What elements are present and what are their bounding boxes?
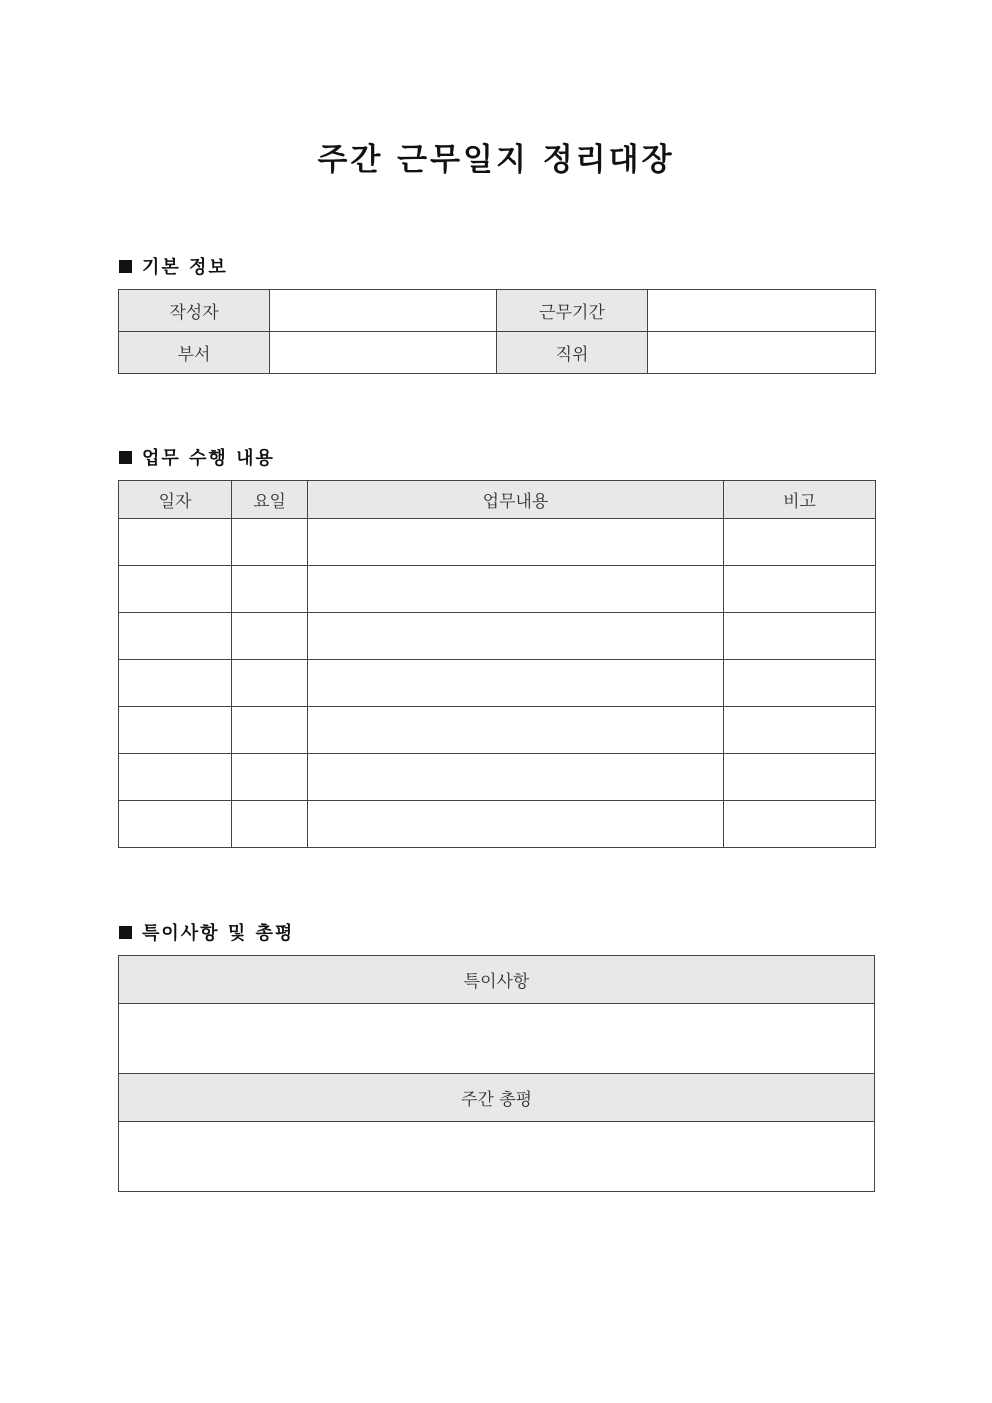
basic-info-table bbox=[118, 289, 876, 374]
square-bullet-icon bbox=[119, 926, 132, 939]
table-row bbox=[119, 290, 876, 332]
date-cell[interactable] bbox=[119, 660, 232, 707]
content-cell[interactable] bbox=[308, 801, 724, 848]
square-bullet-icon bbox=[119, 451, 132, 464]
special-notes-field[interactable] bbox=[119, 1004, 875, 1074]
department-label: 부서 bbox=[119, 332, 270, 374]
content-cell[interactable] bbox=[308, 566, 724, 613]
table-row bbox=[119, 707, 876, 754]
period-field[interactable] bbox=[648, 290, 876, 332]
table-row bbox=[119, 566, 876, 613]
content-cell[interactable] bbox=[308, 613, 724, 660]
column-header-day: 요일 bbox=[232, 481, 308, 519]
table-row bbox=[119, 332, 876, 374]
remarks-cell[interactable] bbox=[724, 519, 876, 566]
content-cell[interactable] bbox=[308, 754, 724, 801]
table-row bbox=[119, 519, 876, 566]
date-cell[interactable] bbox=[119, 707, 232, 754]
page-title: 주간 근무일지 정리대장 bbox=[317, 142, 675, 178]
column-header-remarks: 비고 bbox=[724, 481, 876, 519]
table-row bbox=[119, 801, 876, 848]
section-heading-basic bbox=[119, 253, 228, 279]
square-bullet-icon bbox=[119, 260, 132, 273]
section-heading-basic-label: 기본 정보 bbox=[142, 257, 228, 278]
table-row bbox=[119, 1074, 875, 1122]
day-cell[interactable] bbox=[232, 519, 308, 566]
weekly-review-label: 주간 총평 bbox=[119, 1074, 875, 1122]
date-cell[interactable] bbox=[119, 519, 232, 566]
table-row bbox=[119, 956, 875, 1004]
column-header-date: 일자 bbox=[119, 481, 232, 519]
section-heading-work-label: 업무 수행 내용 bbox=[142, 448, 275, 469]
writer-label: 작성자 bbox=[119, 290, 270, 332]
remarks-cell[interactable] bbox=[724, 566, 876, 613]
column-header-content: 업무내용 bbox=[308, 481, 724, 519]
content-cell[interactable] bbox=[308, 519, 724, 566]
table-header-row bbox=[119, 481, 876, 519]
section-heading-work bbox=[119, 444, 275, 470]
position-field[interactable] bbox=[648, 332, 876, 374]
content-cell[interactable] bbox=[308, 707, 724, 754]
table-row bbox=[119, 754, 876, 801]
special-notes-label: 특이사항 bbox=[119, 956, 875, 1004]
day-cell[interactable] bbox=[232, 754, 308, 801]
position-label: 직위 bbox=[497, 332, 648, 374]
section-heading-notes bbox=[119, 919, 294, 945]
day-cell[interactable] bbox=[232, 613, 308, 660]
period-label: 근무기간 bbox=[497, 290, 648, 332]
day-cell[interactable] bbox=[232, 801, 308, 848]
day-cell[interactable] bbox=[232, 707, 308, 754]
date-cell[interactable] bbox=[119, 754, 232, 801]
work-table bbox=[118, 480, 876, 848]
remarks-cell[interactable] bbox=[724, 801, 876, 848]
notes-table bbox=[118, 955, 875, 1192]
table-row bbox=[119, 660, 876, 707]
date-cell[interactable] bbox=[119, 801, 232, 848]
writer-field[interactable] bbox=[270, 290, 497, 332]
department-field[interactable] bbox=[270, 332, 497, 374]
day-cell[interactable] bbox=[232, 566, 308, 613]
remarks-cell[interactable] bbox=[724, 613, 876, 660]
section-heading-notes-label: 특이사항 및 총평 bbox=[142, 923, 295, 944]
remarks-cell[interactable] bbox=[724, 707, 876, 754]
table-row bbox=[119, 1122, 875, 1192]
remarks-cell[interactable] bbox=[724, 754, 876, 801]
date-cell[interactable] bbox=[119, 613, 232, 660]
content-cell[interactable] bbox=[308, 660, 724, 707]
table-row bbox=[119, 613, 876, 660]
remarks-cell[interactable] bbox=[724, 660, 876, 707]
day-cell[interactable] bbox=[232, 660, 308, 707]
weekly-review-field[interactable] bbox=[119, 1122, 875, 1192]
table-row bbox=[119, 1004, 875, 1074]
date-cell[interactable] bbox=[119, 566, 232, 613]
